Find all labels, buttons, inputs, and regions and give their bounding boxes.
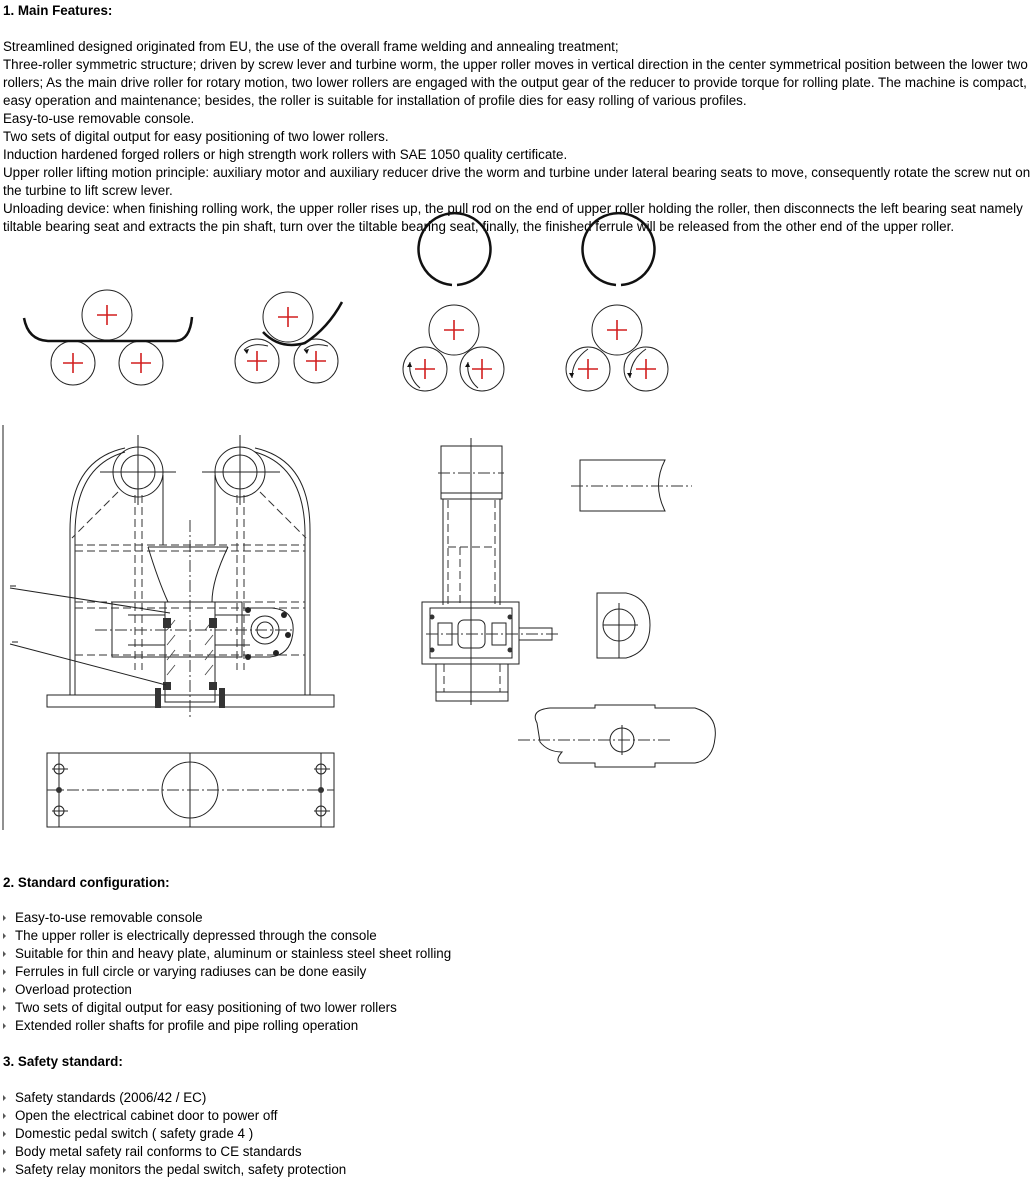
flat-plate-stage (24, 290, 192, 385)
standard-configuration-list (3, 909, 451, 1035)
list-item-text: Overload protection (15, 982, 132, 997)
list-item-text: Open the electrical cabinet door to power off (15, 1108, 278, 1123)
list-item (3, 1143, 346, 1161)
bullet-icon (3, 951, 6, 957)
bullet-icon (3, 933, 6, 939)
list-item-text: Safety standards (2006/42 / EC) (15, 1090, 207, 1105)
bullet-icon (3, 987, 6, 993)
feature-paragraph: Easy-to-use removable console. (3, 111, 195, 126)
roller-stages-figure (0, 270, 700, 420)
bullet-icon (3, 1005, 6, 1011)
bullet-icon (3, 1113, 6, 1119)
feature-paragraph: Upper roller lifting motion principle: auxiliary motor and auxiliary reducer drive the worm and turbine under lateral bearing seats to move, consequently rotate the screw nut on the turbine to lift screw lever. (3, 165, 1031, 198)
bullet-icon (3, 1131, 6, 1137)
list-item (3, 963, 451, 981)
list-item (3, 1161, 346, 1179)
bullet-icon (3, 915, 6, 921)
bullet-icon (3, 969, 6, 975)
section-heading-main-features: 1. Main Features: (3, 3, 113, 18)
side-view-drawing (400, 430, 720, 780)
front-view-drawing (0, 420, 360, 840)
bullet-icon (3, 1167, 6, 1173)
list-item (3, 1107, 346, 1125)
list-item-text: Two sets of digital output for easy positioning of two lower rollers (15, 1000, 397, 1015)
bullet-icon (3, 1023, 6, 1029)
feature-paragraph: Two sets of digital output for easy positioning of two lower rollers. (3, 129, 389, 144)
list-item-text: The upper roller is electrically depressed through the console (15, 928, 377, 943)
list-item (3, 945, 451, 963)
list-item (3, 981, 451, 999)
list-item-text: Domestic pedal switch ( safety grade 4 ) (15, 1126, 254, 1141)
list-item-text: Body metal safety rail conforms to CE standards (15, 1144, 302, 1159)
feature-paragraph: Three-roller symmetric structure; driven by screw lever and turbine worm, the upper roller moves in vertical direction in the center symmetrical position between the lower two rollers; As the main drive roller for rotary motion, two lower rollers are engaged with the output gear of the reducer to provide torque for rolling plate. The machine is compact, easy operation and maintenance; besides, the roller is suitable for installation of profile dies for easy rolling of various profiles. (3, 57, 1028, 108)
pre-bending-stage (235, 292, 342, 383)
main-features-text (3, 38, 1031, 236)
bearing-seat-parts-drawing (518, 460, 715, 767)
feature-paragraph: Induction hardened forged rollers or high strength work rollers with SAE 1050 quality certificate. (3, 147, 568, 162)
list-item-text: Safety relay monitors the pedal switch, safety protection (15, 1162, 347, 1177)
list-item-text: Easy-to-use removable console (15, 910, 203, 925)
list-item (3, 1017, 451, 1035)
list-item-text: Suitable for thin and heavy plate, aluminum or stainless steel sheet rolling (15, 946, 452, 961)
list-item (3, 927, 451, 945)
list-item (3, 909, 451, 927)
list-item (3, 999, 451, 1017)
section-heading-standard-configuration: 2. Standard configuration: (3, 875, 170, 890)
safety-standard-list (3, 1089, 346, 1179)
section-heading-safety-standard: 3. Safety standard: (3, 1054, 123, 1069)
rolling-stage (403, 213, 504, 391)
feature-paragraph: Unloading device: when finishing rolling work, the upper roller rises up, the pull rod on the end of upper roller holding the roller, then disconnects the left bearing seat namely tiltable bearing seat and extracts the pin shaft, turn over the tiltable bearing seat, finally, the finished ferrule will be released from the other end of the upper roller. (3, 201, 1023, 234)
feature-paragraph: Streamlined designed originated from EU, the use of the overall frame welding and annealing treatment; (3, 39, 619, 54)
base-plate-top-view (47, 753, 334, 827)
list-item-text: Ferrules in full circle or varying radiuses can be done easily (15, 964, 367, 979)
list-item (3, 1125, 346, 1143)
full-circle-stage (566, 213, 668, 391)
bullet-icon (3, 1149, 6, 1155)
list-item (3, 1089, 346, 1107)
list-item-text: Extended roller shafts for profile and pipe rolling operation (15, 1018, 359, 1033)
bullet-icon (3, 1095, 6, 1101)
